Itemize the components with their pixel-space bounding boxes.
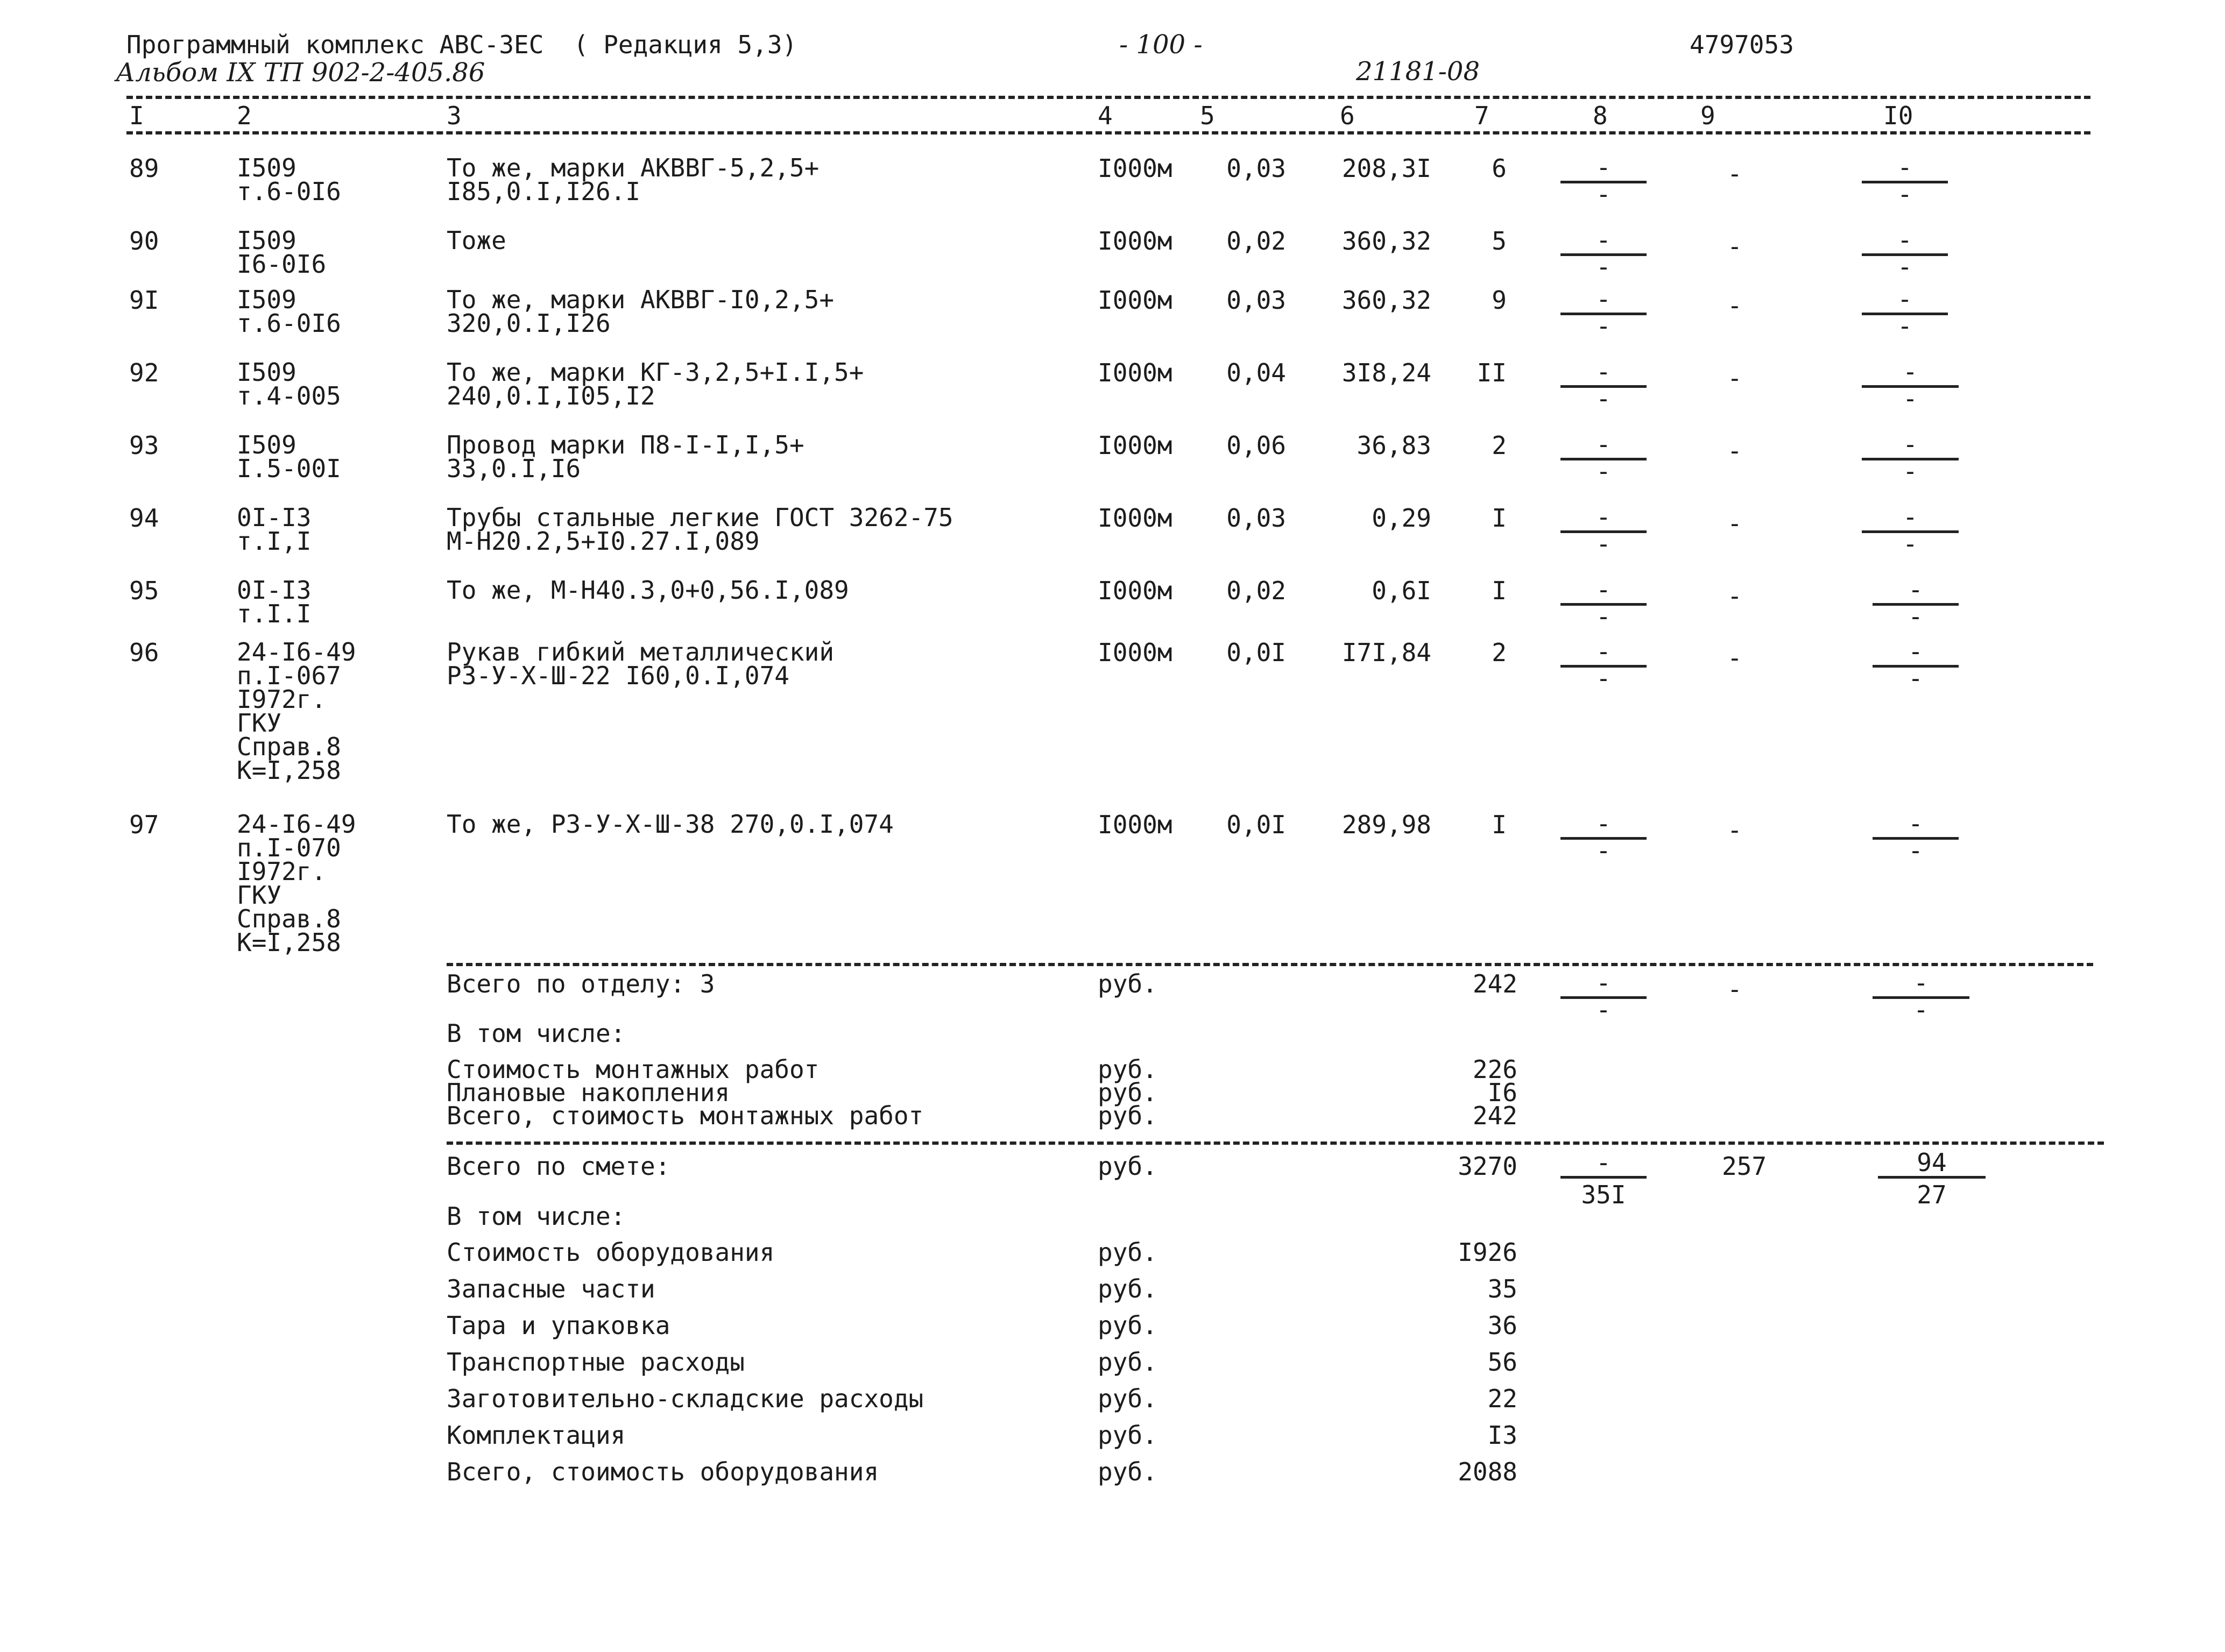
row-name: То же, марки АКВВГ-I0,2,5+ 320,0.I,I26 (447, 285, 835, 338)
row-name: Рукав гибкий металлический РЗ-У-Х-Ш-22 I60,0.I,074 (447, 637, 835, 690)
row-col8-fraction: - - (1560, 234, 1647, 277)
row-price: 0,6I (1372, 576, 1431, 605)
row-col9-value: - (1727, 816, 1742, 845)
estimate-total-col9: 257 (1722, 1152, 1767, 1181)
row-unit: I000м (1098, 286, 1172, 315)
row-code: 24-I6-49 п.I-067 I972г. ГКУ Справ.8 К=I,258 (237, 637, 356, 785)
row-quantity: 0,03 (1226, 286, 1286, 315)
row-price: I7I,84 (1341, 638, 1431, 667)
col-header-10: I0 (1883, 101, 1913, 130)
document-number: 4797053 (1690, 30, 1794, 59)
row-code: I509 т.6-0I6 (237, 153, 341, 206)
row-name: Тоже (447, 226, 506, 255)
row-total: 2 (1492, 638, 1507, 667)
row-unit: I000м (1098, 154, 1172, 183)
row-price: 360,32 (1341, 286, 1431, 315)
col-header-9: 9 (1700, 101, 1715, 130)
estimate-total-unit: руб. (1098, 1152, 1157, 1181)
row-name: То же, М-Н40.3,0+0,56.I,089 (447, 576, 849, 605)
estimate-total-label: Всего по смете: (447, 1152, 670, 1181)
row-col8-fraction: - - (1560, 161, 1647, 204)
row-unit: I000м (1098, 358, 1172, 387)
row-col10-fraction: - - (1862, 161, 1948, 204)
header-rule-bottom (126, 131, 2090, 134)
dept-total-unit: руб. (1098, 969, 1157, 998)
dept-total-col9: - (1727, 975, 1742, 1004)
estimate-item-value: 22 (1487, 1384, 1517, 1413)
dept-total-label: Всего по отделу: 3 (447, 969, 715, 998)
row-code: I509 т.4-005 (237, 358, 341, 410)
row-price: 3I8,24 (1341, 358, 1431, 387)
estimate-item-label: Заготовительно-складские расходы (447, 1384, 924, 1413)
program-title: Программный комплекс АВС-3ЕС ( Редакция 5,3) (126, 30, 797, 59)
row-total: 2 (1492, 431, 1507, 460)
row-col9-value: - (1727, 643, 1742, 672)
row-price: 360,32 (1341, 226, 1431, 256)
estimate-item-value: 36 (1487, 1311, 1517, 1340)
album-reference: Альбом IX ТП 902-2-405.86 (116, 58, 485, 88)
row-number: 95 (129, 576, 159, 605)
row-col8-fraction: - - (1560, 293, 1647, 336)
row-quantity: 0,02 (1226, 226, 1286, 256)
estimate-item-unit: руб. (1098, 1311, 1157, 1340)
col-header-8: 8 (1593, 101, 1608, 130)
estimate-item-value: 56 (1487, 1348, 1517, 1377)
row-col10-fraction: - - (1862, 438, 1959, 481)
row-quantity: 0,02 (1226, 576, 1286, 605)
col-header-5: 5 (1200, 101, 1215, 130)
row-quantity: 0,0I (1226, 638, 1286, 667)
row-unit: I000м (1098, 504, 1172, 533)
row-col9-value: - (1727, 364, 1742, 393)
row-number: 9I (129, 286, 159, 315)
row-quantity: 0,03 (1226, 154, 1286, 183)
dept-item-value: I6 (1487, 1078, 1517, 1107)
page-number: - 100 - (1119, 30, 1203, 60)
row-total: 9 (1492, 286, 1507, 315)
col-header-4: 4 (1098, 101, 1113, 130)
estimate-item-value: 35 (1487, 1274, 1517, 1303)
row-number: 96 (129, 638, 159, 667)
row-col9-value: - (1727, 436, 1742, 465)
row-col10-fraction: - - (1862, 234, 1948, 277)
row-col9-value: - (1727, 291, 1742, 320)
estimate-item-label: Транспортные расходы (447, 1348, 745, 1377)
document-code: 21181-08 (1356, 56, 1480, 87)
row-number: 92 (129, 358, 159, 387)
row-total: I (1492, 504, 1507, 533)
dept-total-col8-fraction: - - (1560, 977, 1647, 1020)
row-col10-fraction: - - (1873, 818, 1959, 861)
row-code: I509 I.5-00I (237, 430, 341, 483)
row-quantity: 0,04 (1226, 358, 1286, 387)
estimate-item-unit: руб. (1098, 1348, 1157, 1377)
row-number: 90 (129, 226, 159, 256)
estimate-item-value: I926 (1458, 1238, 1517, 1267)
row-quantity: 0,03 (1226, 504, 1286, 533)
row-col10-fraction: - - (1873, 584, 1959, 627)
row-col8-fraction: - - (1560, 584, 1647, 627)
row-quantity: 0,06 (1226, 431, 1286, 460)
row-name: То же, марки АКВВГ-5,2,5+ I85,0.I,I26.I (447, 153, 820, 206)
estimate-item-label: Комплектация (447, 1421, 626, 1450)
row-code: 0I-I3 т.I,I (237, 503, 312, 556)
dept-item-label: Всего, стоимость монтажных работ (447, 1101, 924, 1130)
col-header-1: I (129, 101, 144, 130)
row-col9-value: - (1727, 509, 1742, 538)
estimate-item-label: Запасные части (447, 1274, 655, 1303)
dept-item-label: Стоимость монтажных работ (447, 1055, 820, 1084)
estimate-item-unit: руб. (1098, 1421, 1157, 1450)
row-col8-fraction: - - (1560, 646, 1647, 689)
row-code: I509 I6-0I6 (237, 226, 327, 279)
row-code: I509 т.6-0I6 (237, 285, 341, 338)
dept-item-unit: руб. (1098, 1101, 1157, 1130)
row-name: То же, РЗ-У-Х-Ш-38 270,0.I,074 (447, 810, 894, 839)
col-header-7: 7 (1474, 101, 1489, 130)
row-unit: I000м (1098, 638, 1172, 667)
row-number: 93 (129, 431, 159, 460)
estimate-incl-label: В том числе: (447, 1202, 626, 1231)
row-col8-fraction: - - (1560, 511, 1647, 554)
estimate-item-label: Тара и упаковка (447, 1311, 670, 1340)
row-col8-fraction: - - (1560, 438, 1647, 481)
row-total: II (1477, 358, 1507, 387)
col-header-6: 6 (1340, 101, 1355, 130)
section-rule (447, 963, 2093, 966)
row-col9-value: - (1727, 582, 1742, 611)
dept-incl-label: В том числе: (447, 1019, 626, 1048)
row-code: 24-I6-49 п.I-070 I972г. ГКУ Справ.8 К=I,258 (237, 810, 356, 957)
row-col10-fraction: - - (1862, 293, 1948, 336)
estimate-item-value: I3 (1487, 1421, 1517, 1450)
row-col8-fraction: - - (1560, 366, 1647, 409)
col-header-2: 2 (237, 101, 252, 130)
row-unit: I000м (1098, 431, 1172, 460)
row-price: 208,3I (1341, 154, 1431, 183)
estimate-item-unit: руб. (1098, 1274, 1157, 1303)
dept-total-col10-fraction: - - (1873, 977, 1969, 1020)
estimate-item-unit: руб. (1098, 1238, 1157, 1267)
row-unit: I000м (1098, 810, 1172, 839)
row-col9-value: - (1727, 159, 1742, 188)
row-price: 36,83 (1357, 431, 1431, 460)
estimate-item-label: Всего, стоимость оборудования (447, 1457, 879, 1486)
dept-item-value: 242 (1472, 1101, 1517, 1130)
dept-item-value: 226 (1472, 1055, 1517, 1084)
estimate-total-value: 3270 (1458, 1152, 1517, 1181)
row-unit: I000м (1098, 576, 1172, 605)
dept-total-value: 242 (1472, 969, 1517, 998)
header-rule-top (126, 96, 2090, 99)
estimate-total-col8-fraction: - 35I (1560, 1157, 1647, 1200)
row-col8-fraction: - - (1560, 818, 1647, 861)
row-price: 289,98 (1341, 810, 1431, 839)
estimate-item-unit: руб. (1098, 1384, 1157, 1413)
row-number: 94 (129, 504, 159, 533)
section-rule (447, 1141, 2104, 1145)
estimate-item-unit: руб. (1098, 1457, 1157, 1486)
row-number: 89 (129, 154, 159, 183)
row-quantity: 0,0I (1226, 810, 1286, 839)
dept-item-unit: руб. (1098, 1078, 1157, 1107)
row-col10-fraction: - - (1862, 511, 1959, 554)
row-total: 5 (1492, 226, 1507, 256)
row-name: Трубы стальные легкие ГОСТ 3262-75 М-Н20.2,5+I0.27.I,089 (447, 503, 953, 556)
row-name: Провод марки П8-I-I,I,5+ 33,0.I,I6 (447, 430, 804, 483)
row-col9-value: - (1727, 232, 1742, 261)
row-total: 6 (1492, 154, 1507, 183)
estimate-item-value: 2088 (1458, 1457, 1517, 1486)
row-price: 0,29 (1372, 504, 1431, 533)
dept-item-unit: руб. (1098, 1055, 1157, 1084)
row-name: То же, марки КГ-3,2,5+I.I,5+ 240,0.I,I05,I2 (447, 358, 864, 410)
estimate-total-col10-fraction: 94 27 (1878, 1157, 1986, 1200)
col-header-3: 3 (447, 101, 462, 130)
row-total: I (1492, 810, 1507, 839)
row-number: 97 (129, 810, 159, 839)
row-unit: I000м (1098, 226, 1172, 256)
row-code: 0I-I3 т.I.I (237, 576, 312, 628)
row-total: I (1492, 576, 1507, 605)
row-col10-fraction: - - (1873, 646, 1959, 689)
row-col10-fraction: - - (1862, 366, 1959, 409)
estimate-item-label: Стоимость оборудования (447, 1238, 775, 1267)
dept-item-label: Плановые накопления (447, 1078, 730, 1107)
